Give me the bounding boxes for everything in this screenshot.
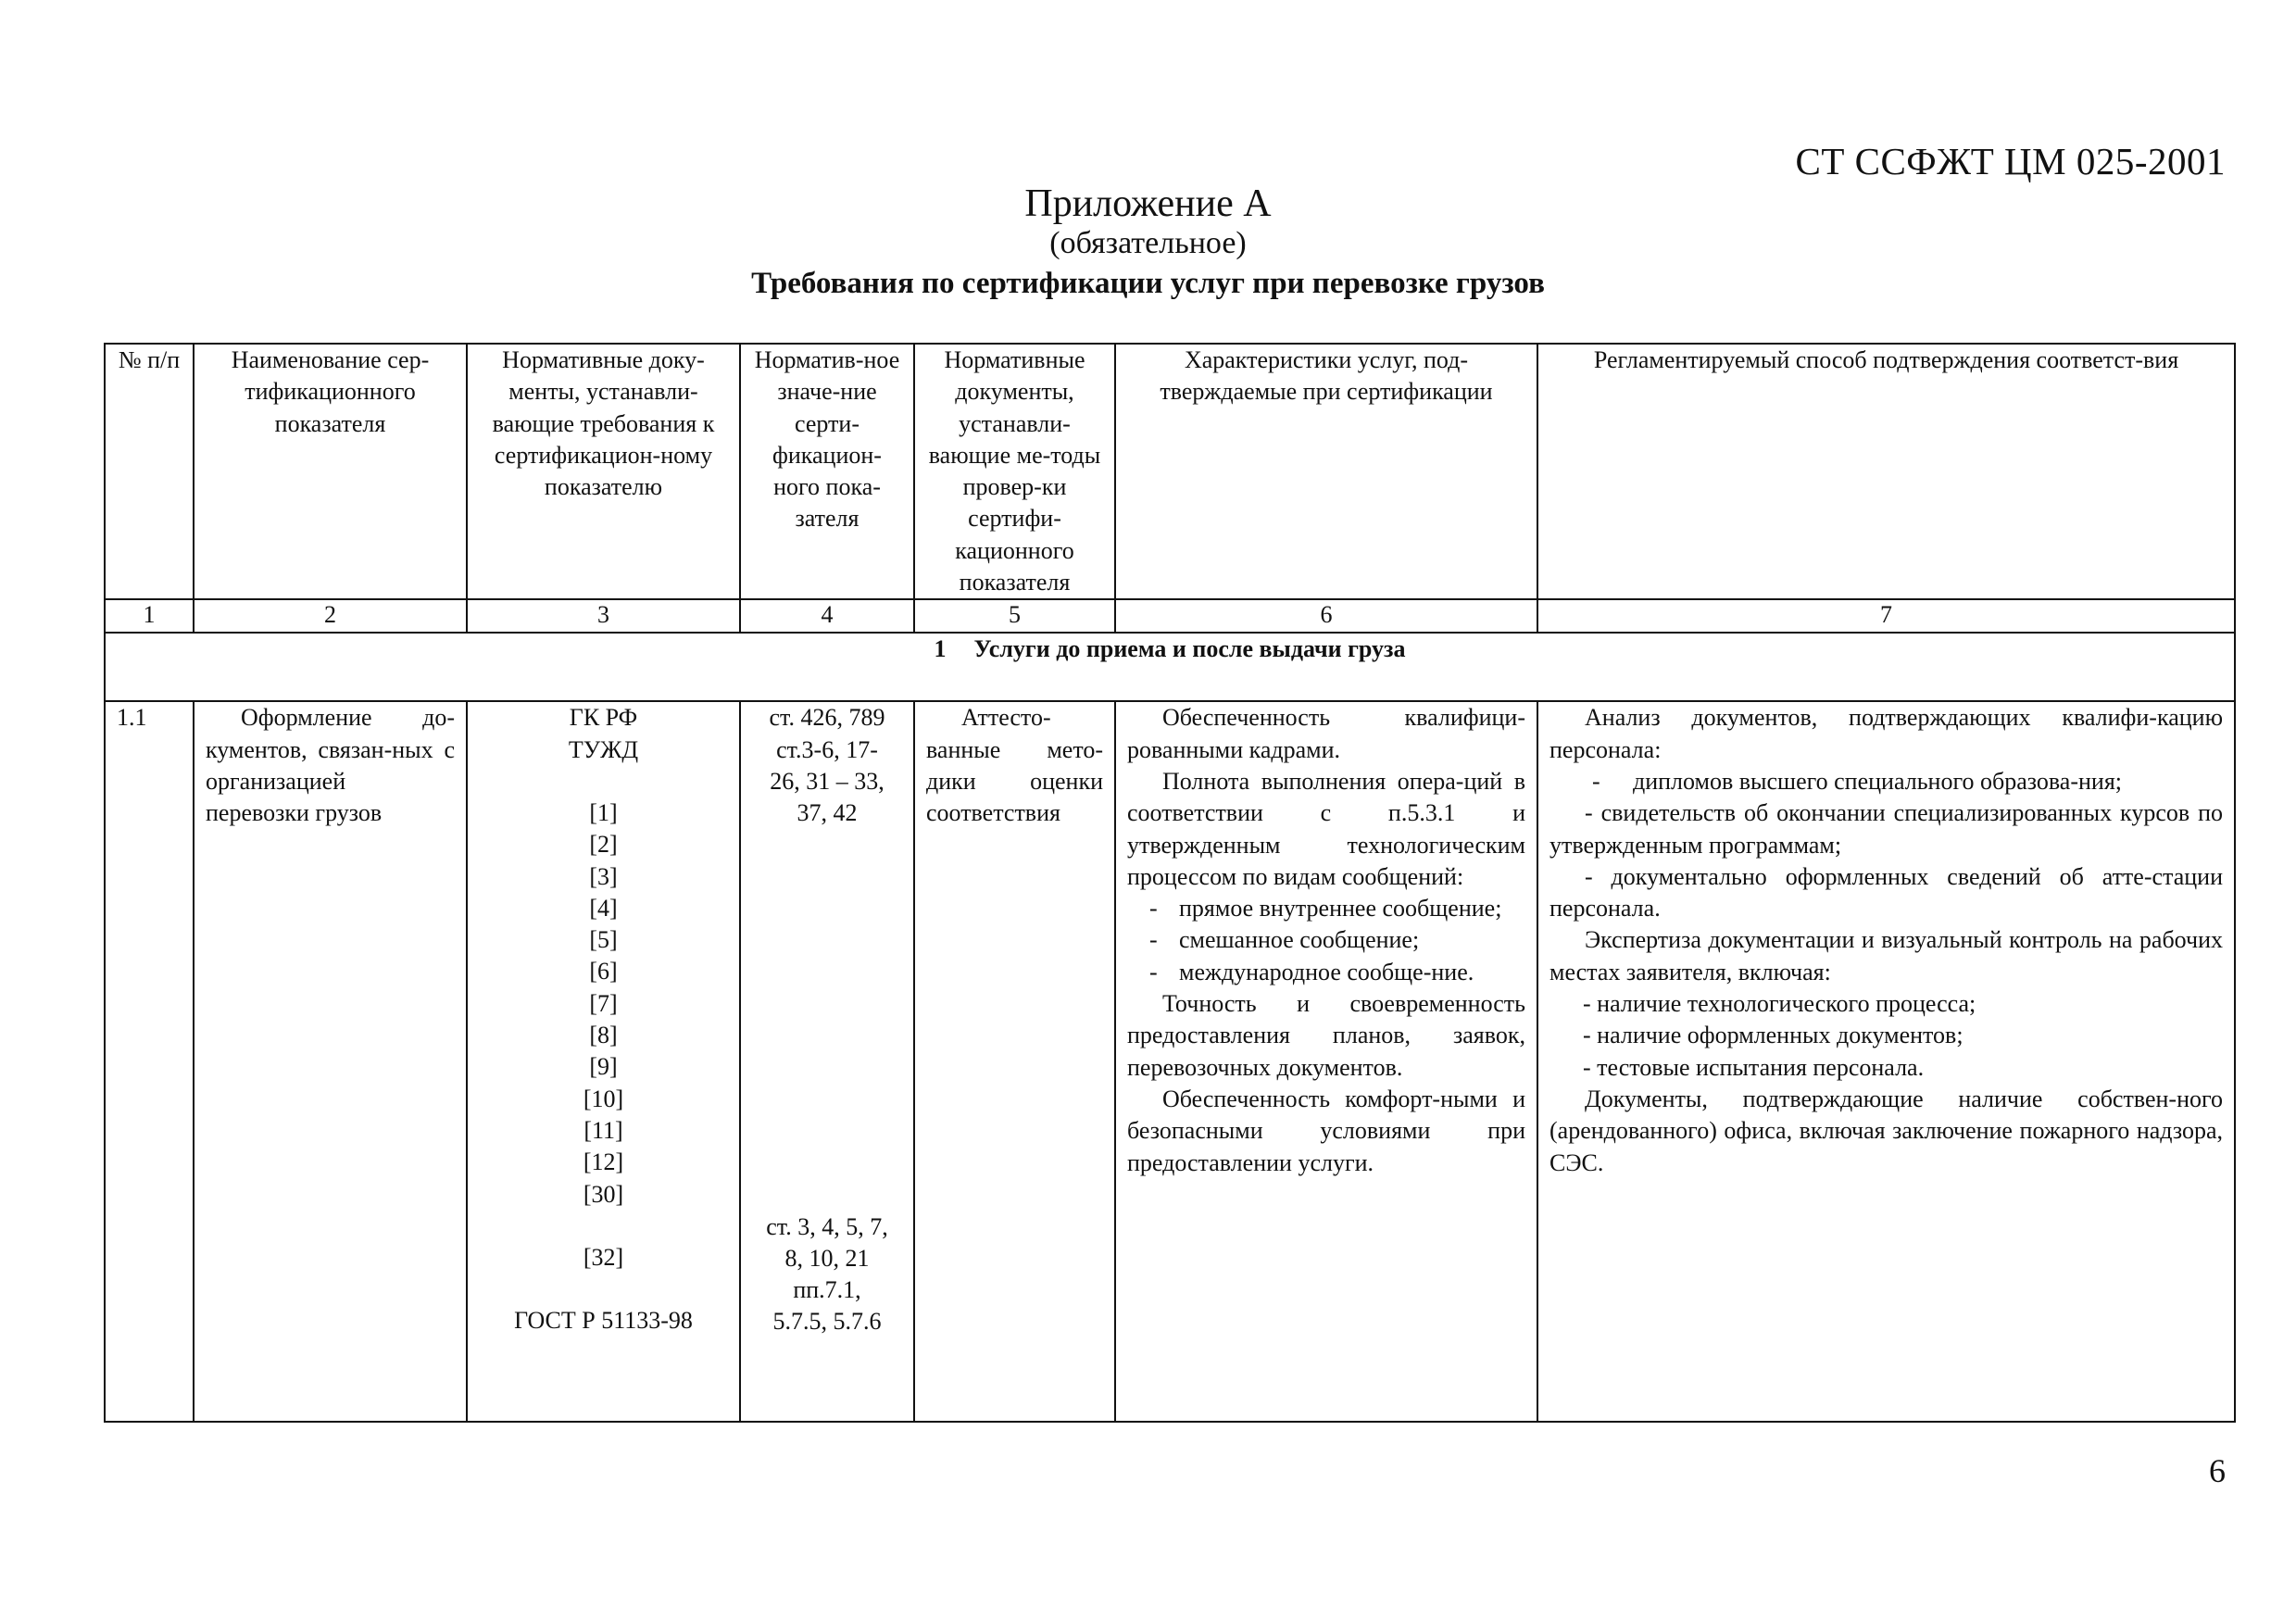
char-bullet: - смешанное сообщение; <box>1127 924 1525 956</box>
header-col-4: Норматив-ное значе-ние серти-фикацион-ного пока-зателя <box>740 344 914 599</box>
char-bullet: - международное сообще-ние. <box>1127 957 1525 988</box>
doc-ref: [7] <box>589 989 618 1017</box>
column-number: 7 <box>1537 599 2235 633</box>
section-number: 1 <box>934 635 947 663</box>
requirements-table <box>104 343 2236 1423</box>
char-bullet-text: международное сообще-ние. <box>1179 958 1474 985</box>
confirm-list-item: - тестовые испытания персонала. <box>1583 1053 1925 1081</box>
normative-documents <box>467 701 740 1422</box>
doc-ref: [3] <box>589 862 618 890</box>
doc-ref: [10] <box>583 1085 624 1112</box>
header-col-1: № п/п <box>105 344 194 599</box>
confirm-paragraph: - документально оформленных сведений об атте-стации персонала. <box>1549 862 2223 922</box>
header-col-7: Регламентируемый способ подтверждения соответст-вия <box>1537 344 2235 599</box>
header-col-6: Характеристики услуг, под-тверждаемые при сертификации <box>1115 344 1537 599</box>
doc-ref: [12] <box>583 1148 624 1176</box>
row-number: 1.1 <box>105 701 194 1422</box>
norm-value: 37, 42 <box>797 799 858 827</box>
column-number: 6 <box>1115 599 1537 633</box>
column-number: 2 <box>194 599 467 633</box>
doc-ref: [30] <box>583 1180 624 1208</box>
normative-values <box>740 701 914 1422</box>
service-characteristics <box>1115 701 1537 1422</box>
confirm-bullet-text: дипломов высшего специального образова-ния; <box>1633 767 2123 795</box>
char-paragraph: Обеспеченность квалифици-рованными кадрами. <box>1127 704 1525 763</box>
assessment-methods <box>914 701 1115 1422</box>
doc-ref: [1] <box>589 798 618 826</box>
char-bullet-text: смешанное сообщение; <box>1179 926 1420 954</box>
document-code: СТ ССФЖТ ЦМ 025-2001 <box>1795 140 2226 182</box>
confirm-paragraph: Экспертиза документации и визуальный контроль на рабочих местах заявителя, включая: <box>1549 926 2223 985</box>
column-number: 3 <box>467 599 740 633</box>
table-header-row <box>105 344 2235 599</box>
norm-value: 8, 10, 21 <box>784 1244 870 1272</box>
column-number: 1 <box>105 599 194 633</box>
indicator-name-text: Оформление до-кументов, связан-ных с организацией перевозки грузов <box>206 704 455 827</box>
char-paragraph: Обеспеченность комфорт-ными и безопасными условиями при предоставлении услуги. <box>1127 1085 1525 1176</box>
char-paragraph: Точность и своевременность предоставления планов, заявок, перевозочных документов. <box>1127 990 1525 1081</box>
doc-ref: ТУЖД <box>568 735 639 763</box>
norm-value: 26, 31 – 33, <box>770 767 885 795</box>
appendix-heading: Требования по сертификации услуг при перевозке грузов <box>751 267 1545 300</box>
doc-ref: [9] <box>589 1053 618 1081</box>
doc-ref: [6] <box>589 958 618 985</box>
section-heading <box>105 633 2235 701</box>
char-bullet: - прямое внутреннее сообщение; <box>1127 893 1525 924</box>
confirm-paragraph: Анализ документов, подтверждающих квалифи-кацию персонала: <box>1549 704 2223 763</box>
confirm-paragraph: Документы, подтверждающие наличие собствен-ного (арендованного) офиса, включая заключение пожарного надзора, СЭС. <box>1549 1085 2223 1176</box>
doc-ref: ГОСТ Р 51133-98 <box>514 1307 693 1335</box>
section-title: Услуги до приема и после выдачи груза <box>973 635 1406 663</box>
section-row <box>105 633 2235 701</box>
norm-value: ст. 3, 4, 5, 7, <box>766 1212 888 1240</box>
doc-ref: [4] <box>589 894 618 922</box>
norm-value: 5.7.5, 5.7.6 <box>772 1308 882 1336</box>
char-paragraph: Полнота выполнения опера-ций в соответствии с п.5.3.1 и утвержденным технологическим процессом по видам сообщений: <box>1127 767 1525 890</box>
confirm-bullet: - дипломов высшего специального образова-ния; <box>1549 766 2223 797</box>
table-row <box>105 701 2235 1422</box>
doc-ref: [11] <box>583 1116 623 1144</box>
doc-ref: [8] <box>589 1022 618 1049</box>
column-number-row <box>105 599 2235 633</box>
doc-ref: ГК РФ <box>569 704 638 732</box>
indicator-name <box>194 701 467 1422</box>
char-bullet-text: прямое внутреннее сообщение; <box>1179 895 1502 922</box>
norm-value: ст.3-6, 17- <box>776 735 878 763</box>
page-number: 6 <box>2209 1452 2226 1489</box>
header-col-3: Нормативные доку-менты, устанавли-вающие требования к сертификацион-ному показателю <box>467 344 740 599</box>
norm-value: пп.7.1, <box>793 1276 861 1304</box>
appendix-title: Приложение А <box>1024 182 1272 225</box>
confirm-list-item: - наличие оформленных документов; <box>1583 1022 1964 1049</box>
confirm-list-item: - наличие технологического процесса; <box>1583 990 1976 1018</box>
appendix-subtitle: (обязательное) <box>1049 226 1247 260</box>
doc-ref: [2] <box>589 831 618 859</box>
doc-ref: [32] <box>583 1243 624 1271</box>
confirm-paragraph: - свидетельств об окончании специализированных курсов по утвержденным программам; <box>1549 799 2223 859</box>
column-number: 4 <box>740 599 914 633</box>
doc-ref: [5] <box>589 926 618 954</box>
header-col-2: Наименование сер-тификационного показателя <box>194 344 467 599</box>
confirmation-method <box>1537 701 2235 1422</box>
methods-text: Аттесто-ванные мето-дики оценки соответствия <box>926 704 1103 827</box>
column-number: 5 <box>914 599 1115 633</box>
norm-value: ст. 426, 789 <box>769 704 885 732</box>
header-col-5: Нормативные документы, устанавли-вающие ме-тоды провер-ки сертифи-кационного показателя <box>914 344 1115 599</box>
